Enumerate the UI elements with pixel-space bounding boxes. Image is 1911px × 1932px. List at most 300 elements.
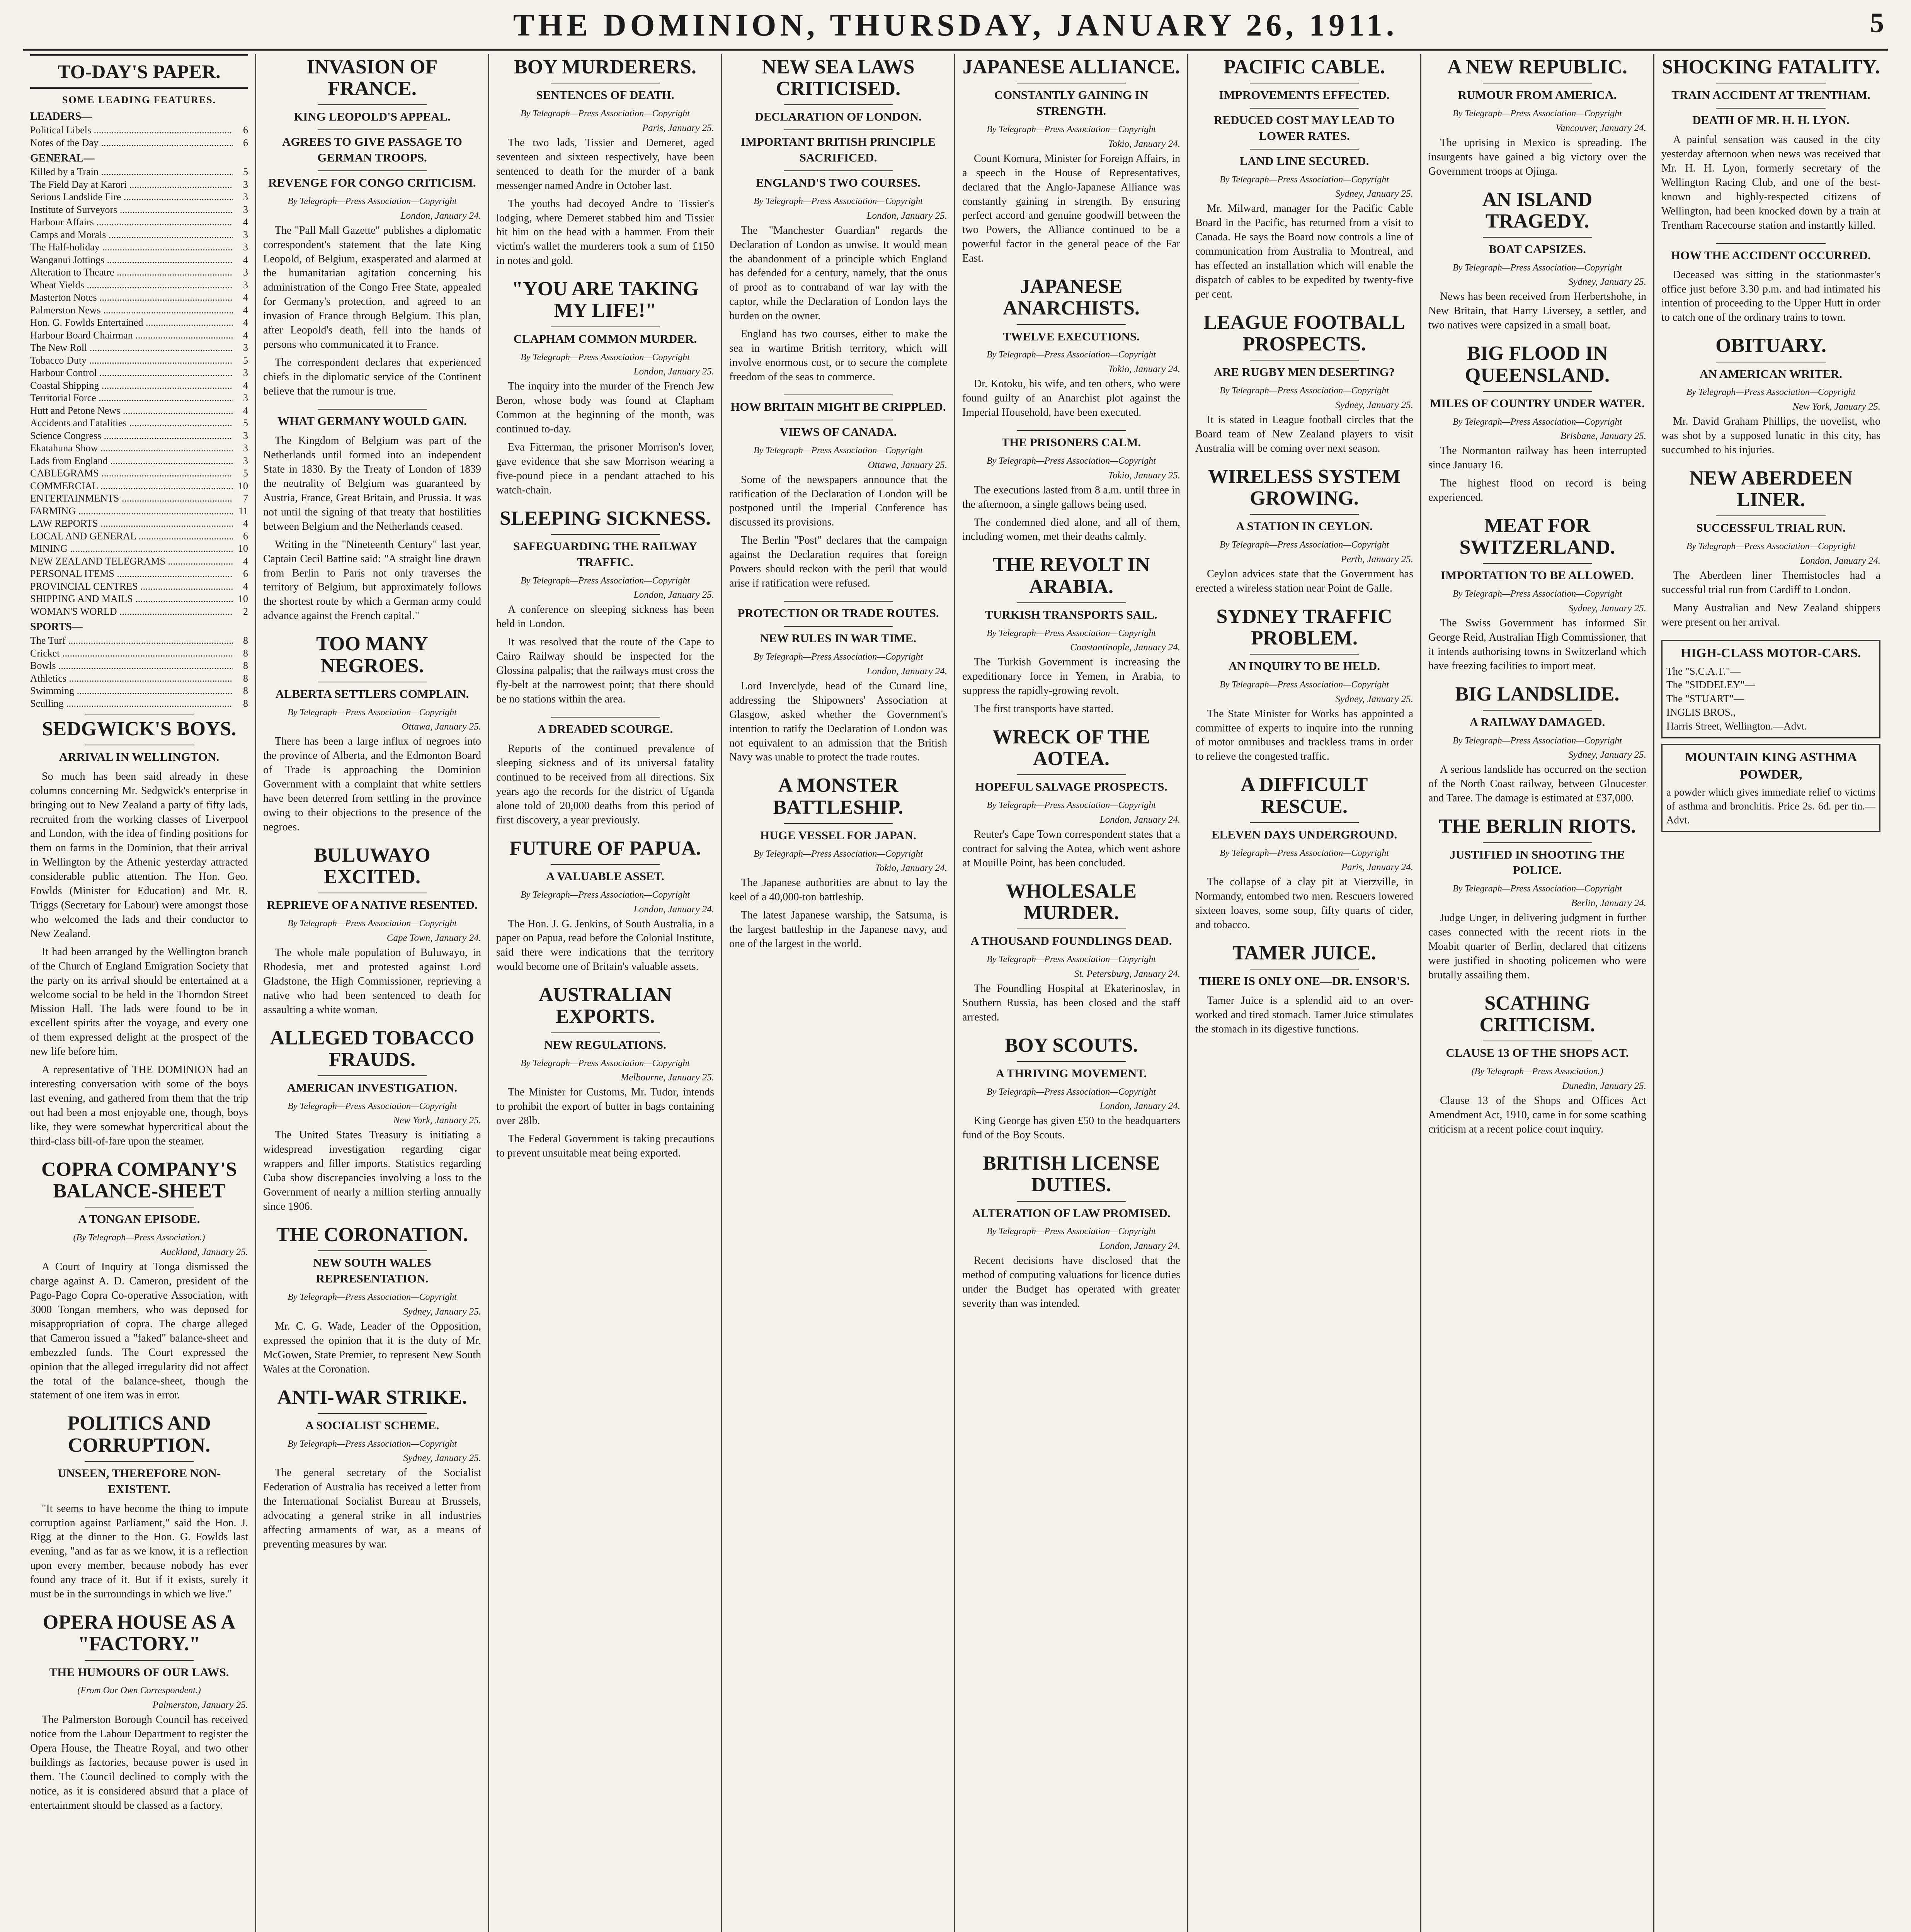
article-dateline: Tokio, January 24.: [1108, 138, 1180, 149]
article-subheading: RUMOUR FROM AMERICA.: [1458, 88, 1617, 102]
article-subheading: HUGE VESSEL FOR JAPAN.: [760, 828, 916, 842]
headline-rule: [1017, 324, 1126, 325]
contents-row: [30, 530, 248, 543]
article-dateline: Sydney, January 25.: [1568, 603, 1646, 614]
article-dateline: Dunedin, January 25.: [1562, 1080, 1646, 1091]
ad-line: The "STUART"—: [1666, 692, 1744, 704]
contents-row: [30, 697, 248, 710]
article-dateline: Tokio, January 24.: [1108, 364, 1180, 375]
article-headline: OPERA HOUSE AS A "FACTORY.": [43, 1611, 236, 1655]
article-credit: By Telegraph—Press Association—Copyright: [1453, 109, 1622, 119]
article-headline: SHOCKING FATALITY.: [1662, 56, 1880, 78]
contents-page: 6: [243, 124, 248, 136]
contents-label: Killed by a Train .....: [30, 166, 233, 179]
contents-label: Notes of the Day .....: [30, 137, 233, 150]
contents-page: 5: [243, 417, 248, 429]
contents-label: COMMERCIAL .....: [30, 480, 233, 493]
headline-rule: [551, 1032, 660, 1033]
article-dateline: Palmerston, January 25.: [152, 1700, 248, 1711]
article-dateline: Auckland, January 25.: [160, 1247, 248, 1257]
article-headline: BIG LANDSLIDE.: [1455, 683, 1620, 705]
contents-label: SHIPPING AND MAILS .....: [30, 593, 233, 605]
article-credit: By Telegraph—Press Association—Copyright: [754, 445, 923, 456]
article-credit: By Telegraph—Press Association—Copyright: [1220, 174, 1389, 185]
article-dateline: London, January 25.: [866, 210, 947, 221]
headline-rule: [784, 626, 893, 627]
article-paragraph: The Minister for Customs, Mr. Tudor, intends to prohibit the export of butter in bags containing over 28lb.: [496, 1086, 714, 1127]
contents-label: Hon. G. Fowlds Entertained .....: [30, 316, 233, 329]
headline-rule: [784, 104, 893, 105]
contents-row: [30, 354, 248, 367]
article-subheading: REVENGE FOR CONGO CRITICISM.: [268, 176, 476, 190]
contents-page: 3: [243, 242, 248, 253]
headline-rule: [784, 823, 893, 824]
article-paragraph: Lord Inverclyde, head of the Cunard line, addressing the Shipowners' Association at Glasgow, asked whether the Government's intention to ratify the Declaration of London was not equivalent to an admission that the British Navy was unable to protect the trade routes.: [729, 680, 947, 764]
article: [1428, 343, 1646, 505]
contents-row: [30, 593, 248, 605]
article-paragraph: Many Australian and New Zealand shippers were present on her arrival.: [1661, 602, 1880, 628]
article: [1428, 684, 1646, 806]
contents-label: Accidents and Fatalities .....: [30, 417, 233, 430]
contents-page: 8: [243, 660, 248, 672]
contents-page: 4: [243, 317, 248, 328]
article-dateline: Sydney, January 25.: [1335, 694, 1413, 704]
headline-rule: [1017, 1061, 1126, 1062]
article-credit: By Telegraph—Press Association—Copyright: [987, 800, 1156, 811]
article-credit: By Telegraph—Press Association—Copyright: [987, 954, 1156, 965]
article-headline: NEW ABERDEEN LINER.: [1689, 467, 1853, 511]
contents-label: Political Libels .....: [30, 124, 233, 137]
article-credit: By Telegraph—Press Association—Copyright: [1686, 387, 1856, 398]
headline-rule: [551, 717, 660, 718]
contents-row: [30, 580, 248, 593]
contents-page: 4: [243, 580, 248, 592]
contents-label: FARMING .....: [30, 505, 233, 518]
article-paragraph: Reports of the continued prevalence of sleeping sickness and of its universal fatality continued to be received from all directions. Six years ago the records for the district of Uganda alone told of 20,000 deaths from this period of first discovery, a year previously.: [496, 743, 714, 826]
article: [1195, 942, 1413, 1037]
contents-title: TO-DAY'S PAPER.: [30, 54, 248, 89]
article-headline: "YOU ARE TAKING MY LIFE!": [512, 278, 699, 322]
article-headline: BULUWAYO EXCITED.: [314, 844, 431, 888]
contents-row: [30, 204, 248, 216]
article-paragraph: Count Komura, Minister for Foreign Affairs, in a speech in the House of Representatives, declared that the Anglo-Japanese Alliance was constantly gaining in strength. By ensuring perfect accord and genuine goodwill between the two Powers, the Alliance continued to be a powerful factor in the general peace of the Far East.: [962, 152, 1180, 265]
article-credit: By Telegraph—Press Association—Copyright: [521, 575, 690, 586]
contents-row: [30, 266, 248, 279]
newspaper-title: THE DOMINION, THURSDAY, JANUARY 26, 1911.: [513, 7, 1398, 43]
article-dateline: New York, January 25.: [393, 1115, 481, 1126]
contents-page: 8: [243, 685, 248, 697]
contents-row: [30, 229, 248, 242]
article-subheading: A THOUSAND FOUNDLINGS DEAD.: [970, 934, 1172, 948]
article: [1195, 774, 1413, 932]
contents-label: Harbour Affairs .....: [30, 216, 233, 229]
article-credit: By Telegraph—Press Association—Copyright: [521, 1058, 690, 1068]
article-credit: By Telegraph—Press Association—Copyright: [1220, 386, 1389, 396]
contents-page: 6: [243, 568, 248, 580]
headline-rule: [1017, 1201, 1126, 1202]
contents-page: 10: [238, 593, 248, 605]
article-paragraph: The correspondent declares that experienced chiefs in the diplomatic service of the Continent believe that the rumour is true.: [263, 357, 481, 398]
contents-row: [30, 291, 248, 304]
headline-rule: [784, 601, 893, 602]
article-headline: AUSTRALIAN EXPORTS.: [539, 984, 672, 1028]
article: [962, 554, 1180, 716]
article-dateline: Constantinople, January 24.: [1070, 642, 1180, 653]
article-paragraph: There has been a large influx of negroes into the province of Alberta, and the Edmonton Board of Trade is approaching the Dominion Government with a complaint that white settlers have been deterred from settling in the province owing to their objections to the presence of the negroes.: [263, 735, 481, 833]
article-subheading: ELEVEN DAYS UNDERGROUND.: [1211, 827, 1397, 841]
contents-label: Wheat Yields .....: [30, 279, 233, 292]
article-subheading: SENTENCES OF DEATH.: [536, 88, 674, 102]
article-subheading: A DREADED SCOURGE.: [537, 722, 673, 736]
article: [1428, 56, 1646, 179]
contents-label: Camps and Morals .....: [30, 229, 233, 242]
contents-label: Coastal Shipping .....: [30, 379, 233, 392]
article-headline: A DIFFICULT RESCUE.: [1241, 774, 1368, 818]
article-headline: SCATHING CRITICISM.: [1479, 992, 1595, 1036]
article-subheading: HOW BRITAIN MIGHT BE CRIPPLED.: [730, 400, 946, 414]
article: [729, 395, 947, 591]
contents-label: Harbour Board Chairman .....: [30, 329, 233, 342]
article-credit: By Telegraph—Press Association—Copyright: [987, 1087, 1156, 1097]
contents-row: [30, 367, 248, 379]
contents-label: Territorial Force .....: [30, 392, 233, 405]
ad-title: MOUNTAIN KING ASTHMA POWDER,: [1685, 750, 1857, 782]
article-subheading: JUSTIFIED IN SHOOTING THE POLICE.: [1450, 847, 1625, 877]
headline-rule: [318, 409, 427, 410]
article-paragraph: Ceylon advices state that the Government has erected a wireless station near Point de Galle.: [1195, 568, 1413, 594]
article-credit: By Telegraph—Press Association—Copyright: [987, 1226, 1156, 1237]
contents-row: [30, 685, 248, 697]
article: [263, 633, 481, 835]
article: [962, 1035, 1180, 1143]
contents-page: 4: [243, 329, 248, 341]
contents-label: Swimming .....: [30, 685, 233, 697]
article: [263, 409, 481, 623]
article-subheading: HOW THE ACCIDENT OCCURRED.: [1671, 248, 1871, 262]
article-subheading: AMERICAN INVESTIGATION.: [287, 1080, 458, 1094]
article: [1428, 993, 1646, 1137]
article-subheading: HOPEFUL SALVAGE PROSPECTS.: [975, 780, 1167, 794]
article-paragraph: Tamer Juice is a splendid aid to an over-worked and tired stomach. Tamer Juice stimulates the stomach in its digestive functions.: [1195, 995, 1413, 1036]
column-6: [1188, 54, 1421, 1932]
article-headline: A NEW REPUBLIC.: [1447, 56, 1627, 78]
contents-label: Masterton Notes .....: [30, 291, 233, 304]
article-subheading: NEW REGULATIONS.: [544, 1037, 666, 1051]
article-dateline: Melbourne, January 25.: [621, 1072, 714, 1083]
article: [962, 881, 1180, 1025]
contents-row: [30, 392, 248, 405]
article-subheading: A VALUABLE ASSET.: [546, 869, 664, 883]
contents-label: Hutt and Petone News .....: [30, 405, 233, 417]
article-paragraph: News has been received from Herbertshohe, in New Britain, that Harry Liversey, a settler, and two natives were capsized in a small boat.: [1428, 291, 1646, 332]
article-credit: By Telegraph—Press Association—Copyright: [1220, 848, 1389, 858]
article-subheading: BOAT CAPSIZES.: [1488, 242, 1586, 256]
article: [263, 56, 481, 399]
contents-row: [30, 405, 248, 417]
contents-label: Ekatahuna Show .....: [30, 442, 233, 455]
article-paragraph: The Kingdom of Belgium was part of the Netherlands until formed into an independent State in 1830. By the Treaty of London of 1839 the neutrality of Belgium was guaranteed by Austria, France, Great Britain, and Prussia. It was not until the signing of that treaty that hostilities between Belgium and the Netherlands ceased.: [263, 434, 481, 532]
article-paragraph: Deceased was sitting in the stationmaster's office just before 3.30 p.m. and had intimated his intention of proceeding to the Upper Hutt in order to catch one of the ordinary trains to town.: [1661, 269, 1880, 324]
asthma-powder-advertisement: [1661, 744, 1880, 832]
article-headline: JAPANESE ANARCHISTS.: [1003, 276, 1140, 320]
article-paragraph: The Federal Government is taking precautions to prevent unsuitable meat being exported.: [496, 1133, 714, 1160]
headline-rule: [1017, 430, 1126, 431]
article-paragraph: "It seems to have become the thing to impute corruption against Parliament," said the Hon. J. Rigg at the dinner to the Hon. G. Fowlds last evening, "and as far as we know, it is a reflection upon every member, because nobody has ever found any trace of it. But if it exists, surely it must be in the surroundings in which we live.": [30, 1502, 248, 1600]
article-paragraph: The Aberdeen liner Themistocles had a successful trial run from Cardiff to London.: [1661, 569, 1880, 596]
ad-line: Harris Street, Wellington.—Advt.: [1666, 720, 1807, 732]
ad-line: The "SIDDELEY"—: [1666, 679, 1755, 691]
article: [1428, 515, 1646, 673]
article-dateline: Brisbane, January 25.: [1560, 431, 1646, 442]
article-dateline: Paris, January 25.: [642, 122, 714, 133]
article-paragraph: The Foundling Hospital at Ekaterinoslav, in Southern Russia, has been closed and the staff arrested.: [962, 982, 1180, 1023]
article-subheading: AN AMERICAN WRITER.: [1700, 367, 1842, 381]
article-dateline: London, January 24.: [1099, 1101, 1180, 1112]
headline-rule: [1250, 654, 1359, 655]
article-paragraph: So much has been said already in these columns concerning Mr. Sedgwick's enterprise in bringing out to New Zealand a party of fifty lads, recruited from the working classes of Liverpool and London, with the idea of finding positions for them on farms in the Dominion, that their arrival in Wellington by the Athenic yesterday attracted considerable public attention. The Hon. Geo. Fowlds (Minister for Education) and Mr. R. Triggs (Secretary for Labour) were amongst those who welcomed the lads and their conductor to New Zealand.: [30, 770, 248, 940]
contents-label: Alteration to Theatre .....: [30, 266, 233, 279]
article-headline: THE CORONATION.: [276, 1224, 468, 1246]
article-dateline: Sydney, January 25.: [1335, 189, 1413, 199]
contents-row: [30, 430, 248, 442]
contents-label: Serious Landslide Fire .....: [30, 191, 233, 204]
article-headline: ALLEGED TOBACCO FRAUDS.: [270, 1027, 475, 1071]
article-paragraph: Judge Unger, in delivering judgment in further cases connected with the recent riots in the Moabit quarter of Berlin, declared that citizens were justified in shooting policemen who were brutally assailing them.: [1428, 912, 1646, 981]
article: [496, 278, 714, 498]
article: [962, 56, 1180, 266]
article-credit: By Telegraph—Press Association—Copyright: [521, 889, 690, 900]
contents-label: PROVINCIAL CENTRES .....: [30, 580, 233, 593]
contents-row: [30, 568, 248, 580]
contents-page: 8: [243, 635, 248, 646]
contents-row: [30, 455, 248, 468]
article-paragraph: A Court of Inquiry at Tonga dismissed the charge against A. D. Cameron, president of the Pago-Pago Copra Co-operative Association, with 3000 Tongan members, who was deposed for misappropriation of copra. The charge alleged that Cameron issued a "faked" balance-sheet and embezzled funds. The Court expressed the opinion that the alleged irregularity did not affect the total of the balance-sheet, though the statement of one item was in error.: [30, 1260, 248, 1401]
article-paragraph: Mr. David Graham Phillips, the novelist, who was shot by a supposed lunatic in this city, has succumbed to his injuries.: [1661, 415, 1880, 456]
article-headline: BRITISH LICENSE DUTIES.: [982, 1152, 1160, 1196]
article: [729, 601, 947, 765]
article: [1428, 189, 1646, 333]
contents-row: [30, 492, 248, 505]
newspaper-columns: [23, 54, 1888, 1932]
contents-label: NEW ZEALAND TELEGRAMS .....: [30, 555, 233, 568]
contents-label: Sculling .....: [30, 697, 233, 710]
contents-row: [30, 505, 248, 518]
article-dateline: Sydney, January 25.: [1568, 277, 1646, 287]
article-credit: By Telegraph—Press Association—Copyright: [1453, 735, 1622, 746]
article-dateline: Cape Town, January 24.: [386, 932, 481, 943]
article-paragraph: Writing in the "Nineteenth Century" last year, Captain Cecil Battine said: "A straight line drawn from Berlin to Paris not only traverses the territory of Belgium, but approximately follows the shortest route by which a German army could advance against the French capital.": [263, 538, 481, 622]
article: [30, 1612, 248, 1813]
contents-row: [30, 467, 248, 480]
article-subheading: DECLARATION OF LONDON.: [755, 110, 922, 124]
article-subheading: KING LEOPOLD'S APPEAL.: [294, 110, 451, 124]
article-subheading: AN INQUIRY TO BE HELD.: [1229, 659, 1380, 673]
contents-label: WOMAN'S WORLD .....: [30, 605, 233, 618]
column-5: [955, 54, 1188, 1932]
article-paragraph: England has two courses, either to make the sea in wartime British territory, which will involve enormous cost, or to secure the complete freedom of the seas to commerce.: [729, 328, 947, 383]
article-paragraph: Clause 13 of the Shops and Offices Act Amendment Act, 1910, came in for some scathing criticism at a recent police court inquiry.: [1428, 1094, 1646, 1135]
contents-row: [30, 379, 248, 392]
contents-page: 3: [243, 455, 248, 466]
article-paragraph: The highest flood on record is being experienced.: [1428, 477, 1646, 504]
contents-page: 8: [243, 697, 248, 709]
article-headline: SEDGWICK'S BOYS.: [42, 718, 237, 740]
contents-page: 4: [243, 304, 248, 316]
article-credit: By Telegraph—Press Association—Copyright: [1220, 540, 1389, 550]
article: [1195, 466, 1413, 596]
article-subheading: SUCCESSFUL TRIAL RUN.: [1696, 521, 1846, 535]
article-credit: By Telegraph—Press Association—Copyright: [521, 352, 690, 362]
contents-row: [30, 241, 248, 254]
headline-rule: [85, 1660, 194, 1661]
article: [263, 1224, 481, 1376]
contents-label: Athletics .....: [30, 672, 233, 685]
contents-page: 4: [243, 379, 248, 391]
article-subheading: REPRIEVE OF A NATIVE RESENTED.: [267, 898, 478, 912]
article-headline: A MONSTER BATTLESHIP.: [773, 774, 904, 818]
article-subheading: A THRIVING MOVEMENT.: [995, 1066, 1147, 1080]
article-subheading: ENGLAND'S TWO COURSES.: [756, 176, 921, 190]
article-headline: MEAT FOR SWITZERLAND.: [1459, 515, 1615, 559]
article-subheading: A RAILWAY DAMAGED.: [1469, 715, 1605, 729]
contents-label: Wanganui Jottings .....: [30, 254, 233, 267]
article-paragraph: The latest Japanese warship, the Satsuma, is the largest battleship in the Japanese navy, and one of the largest in the world.: [729, 909, 947, 950]
article-paragraph: The general secretary of the Socialist Federation of Australia has received a letter from the International Socialist Bureau at Brussels, advocating a general strike in all industries affecting armaments of war, as a means of preventing measures by war.: [263, 1467, 481, 1551]
ad-line: The "S.C.A.T."—: [1666, 665, 1741, 677]
article-credit: By Telegraph—Press Association—Copyright: [288, 707, 457, 718]
headline-rule: [318, 104, 427, 105]
column-3: [489, 54, 722, 1932]
article-subheading: DEATH OF MR. H. H. LYON.: [1692, 113, 1850, 127]
column-4: [722, 54, 955, 1932]
contents-page: 11: [238, 505, 248, 517]
contents-label: Bowls .....: [30, 660, 233, 672]
headline-rule: [1716, 515, 1826, 516]
article-paragraph: A serious landslide has occurred on the section of the North Coast railway, between Gloucester and Taree. The damage is estimated at £37,000.: [1428, 764, 1646, 804]
article: [263, 1027, 481, 1214]
contents-label: Palmerston News .....: [30, 304, 233, 317]
headline-rule: [1017, 774, 1126, 775]
article-credit: (From Our Own Correspondent.): [77, 1685, 201, 1696]
motor-car-advertisement: [1661, 640, 1880, 738]
contents-row: [30, 329, 248, 342]
article-dateline: Vancouver, January 24.: [1555, 122, 1646, 133]
article-headline: SYDNEY TRAFFIC PROBLEM.: [1216, 605, 1392, 649]
article-credit: By Telegraph—Press Association—Copyright: [987, 350, 1156, 360]
ad-title: HIGH-CLASS MOTOR-CARS.: [1681, 646, 1861, 660]
article-dateline: London, January 24.: [400, 210, 481, 221]
article-dateline: London, January 25.: [633, 590, 714, 600]
contents-page: 5: [243, 468, 248, 479]
headline-rule: [318, 170, 427, 171]
article-paragraph: It was resolved that the route of the Cape to Cairo Railway should be inspected for the Glossina palpalis; that the railways must cross the fly-belt at the narrowest point; that there should be no stations within the area.: [496, 636, 714, 706]
article-credit: By Telegraph—Press Association—Copyright: [1453, 589, 1622, 599]
article: [496, 984, 714, 1161]
article-credit: By Telegraph—Press Association—Copyright: [521, 109, 690, 119]
article-subheading: TURKISH TRANSPORTS SAIL.: [985, 607, 1157, 621]
headline-rule: [1250, 149, 1359, 150]
contents-row: [30, 191, 248, 204]
article: [962, 276, 1180, 420]
article-dateline: London, January 24.: [1099, 815, 1180, 825]
contents-label: Harbour Control .....: [30, 367, 233, 379]
article-headline: BOY MURDERERS.: [514, 56, 696, 78]
contents-row: [30, 442, 248, 455]
article-headline: WIRELESS SYSTEM GROWING.: [1208, 465, 1401, 510]
article-subheading: NEW SOUTH WALES REPRESENTATION.: [313, 1256, 431, 1286]
contents-page: 4: [243, 555, 248, 567]
article-dateline: Berlin, January 24.: [1571, 898, 1646, 908]
headline-rule: [1017, 602, 1126, 603]
article-paragraph: The "Pall Mall Gazette" publishes a diplomatic correspondent's statement that the late King Leopold, of Belgium, exasperated and alarmed at the humanitarian agitation concerning his administration of the Congo Free State, appealed for Germany's protection, and agreed to an invasion of France through Belgium. This plan, after Leopold's death, fell into the hands of persons who communicated it to France.: [263, 224, 481, 351]
article-subheading: ARRIVAL IN WELLINGTON.: [59, 750, 220, 764]
article-subheading: ARE RUGBY MEN DESERTING?: [1213, 365, 1395, 379]
contents-row: [30, 279, 248, 292]
article-paragraph: A painful sensation was caused in the city yesterday afternoon when news was received that Mr. H. H. Lyon, formerly secretary of the Wellington Racing Club, and one of the best-known and highly-respected citizens of Wellington, had been knocked down by a train at Trentham Racecourse station and instantly killed.: [1661, 133, 1880, 231]
article-paragraph: The Palmerston Borough Council has received notice from the Labour Department to register the Opera House, the Theatre Royal, and two other buildings as factories, because power is used in them. The Council declined to comply with the notice, as it is considered absurd that a place of entertainment should be classed as a factory.: [30, 1714, 248, 1811]
headline-rule: [85, 1461, 194, 1462]
article-subheading: LAND LINE SECURED.: [1239, 154, 1369, 168]
article: [30, 1413, 248, 1602]
contents-row: [30, 480, 248, 493]
article-credit: By Telegraph—Press Association—Copyright: [1220, 679, 1389, 690]
article-subheading: A STATION IN CEYLON.: [1236, 519, 1373, 533]
contents-label: ENTERTAINMENTS .....: [30, 492, 233, 505]
article-headline: BOY SCOUTS.: [1004, 1034, 1138, 1056]
contents-page: 3: [243, 430, 248, 441]
article: [30, 718, 248, 1149]
headline-rule: [1483, 391, 1592, 392]
contents-row: [30, 316, 248, 329]
article-headline: INVASION OF FRANCE.: [306, 56, 438, 100]
article-subheading: A SOCIALIST SCHEME.: [305, 1418, 439, 1432]
article-headline: WRECK OF THE AOTEA.: [992, 726, 1150, 770]
contents-row: [30, 254, 248, 267]
article-credit: By Telegraph—Press Association—Copyright: [987, 628, 1156, 638]
article: [729, 775, 947, 951]
contents-section-heading: LEADERS—: [30, 111, 92, 123]
article-paragraph: The State Minister for Works has appointed a committee of experts to inquire into the running of motor omnibuses and trackless trams in order to relieve the congested traffic.: [1195, 707, 1413, 763]
headline-rule: [784, 129, 893, 130]
contents-row: [30, 137, 248, 150]
article-paragraph: Mr. C. G. Wade, Leader of the Opposition, expressed the opinion that it is the duty of Mr. McGowen, State Premier, to represent New South Wales at the Coronation.: [263, 1320, 481, 1375]
article-dateline: New York, January 25.: [1792, 401, 1880, 412]
article-paragraph: The Berlin "Post" declares that the campaign against the Declaration requires that foreign Powers should reckon with the peril that would arise if ratification were refused.: [729, 534, 947, 590]
contents-row: [30, 647, 248, 660]
article-subheading: PROTECTION OR TRADE ROUTES.: [737, 606, 939, 620]
article-credit: By Telegraph—Press Association—Copyright: [288, 196, 457, 206]
article-paragraph: Dr. Kotoku, his wife, and ten others, who were found guilty of an Anarchist plot against the Imperial Household, have been executed.: [962, 378, 1180, 419]
article-paragraph: Recent decisions have disclosed that the method of computing valuations for licence duties under the Budget has operated with greater severity than was intended.: [962, 1255, 1180, 1310]
contents-label: LAW REPORTS .....: [30, 517, 233, 530]
article-headline: JAPANESE ALLIANCE.: [962, 56, 1180, 78]
article: [263, 1387, 481, 1552]
headline-rule: [1483, 563, 1592, 564]
contents-page: 3: [243, 442, 248, 454]
article: [1195, 56, 1413, 302]
contents-list: [30, 110, 248, 710]
contents-row: [30, 179, 248, 191]
article-subheading: AGREES TO GIVE PASSAGE TO GERMAN TROOPS.: [282, 135, 462, 165]
article: [30, 1159, 248, 1403]
contents-label: Institute of Surveyors .....: [30, 204, 233, 216]
article-credit: By Telegraph—Press Association—Copyright: [987, 124, 1156, 134]
article-subheading: IMPORTATION TO BE ALLOWED.: [1441, 568, 1634, 582]
headline-rule: [85, 1207, 194, 1208]
contents-subtitle: SOME LEADING FEATURES.: [62, 94, 216, 105]
article-subheading: THE HUMOURS OF OUR LAWS.: [49, 1665, 229, 1679]
article-headline: AN ISLAND TRAGEDY.: [1482, 188, 1593, 232]
